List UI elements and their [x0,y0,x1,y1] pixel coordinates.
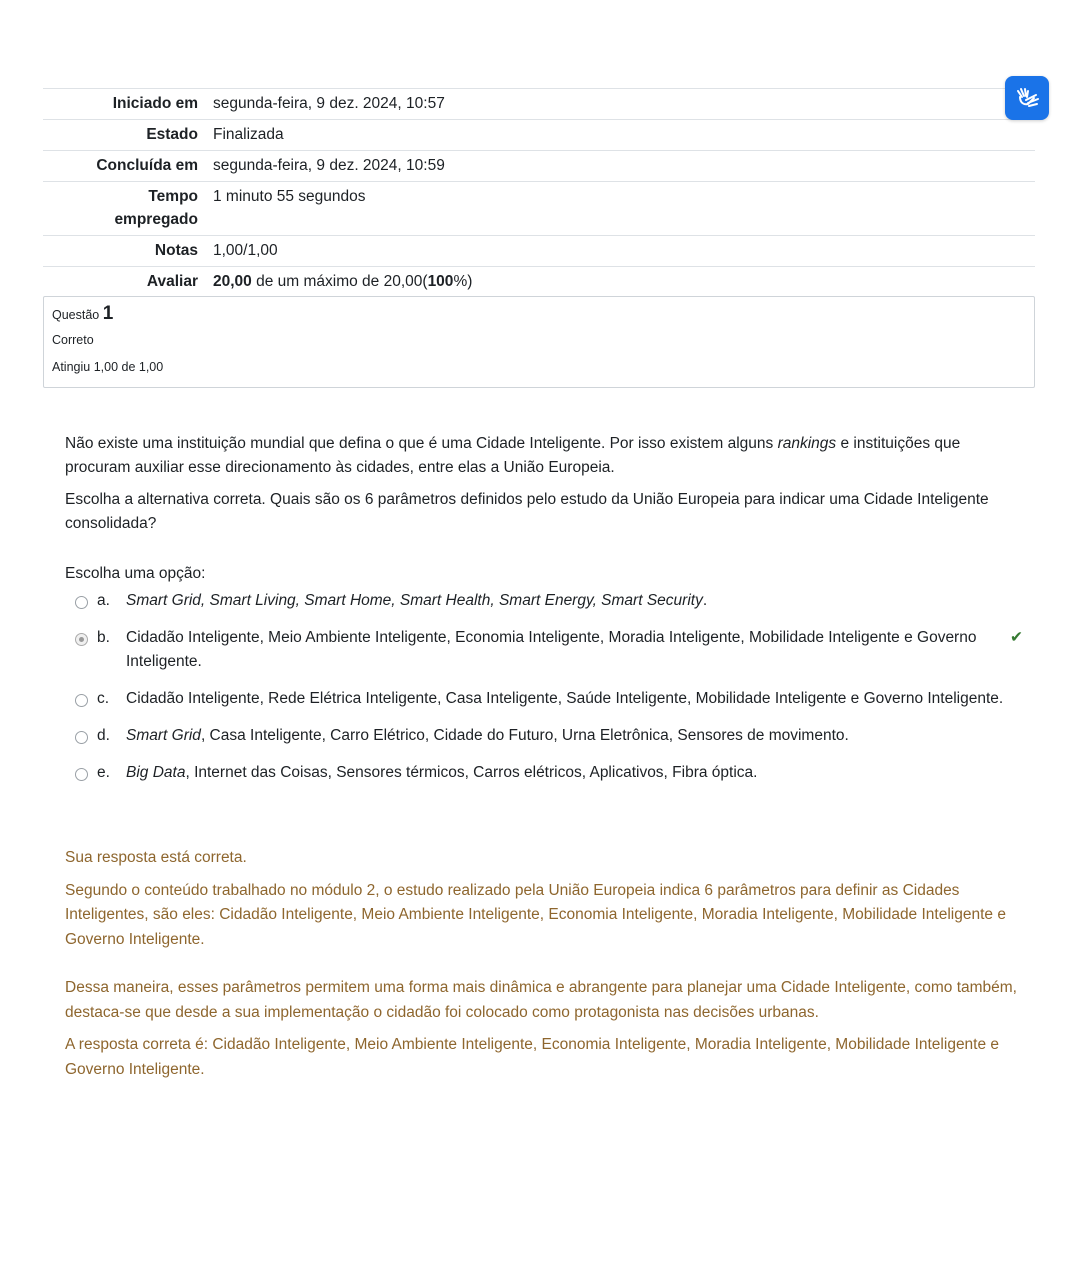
radio-e[interactable] [75,768,88,781]
time-label [43,185,213,231]
option-b[interactable] [73,626,1023,674]
grade-end: %) [453,273,473,290]
option-emphasis: Smart Grid [126,727,201,744]
option-rest: , Internet das Coisas, Sensores térmicos, Carros elétricos, Aplicativos, Fibra óptica. [185,764,758,781]
option-rest: Cidadão Inteligente, Rede Elétrica Inteligente, Casa Inteligente, Saúde Inteligente, Mobilidade Inteligente e Governo Inteligente. [126,690,1004,707]
para1-end: e instituições que procuram auxiliar esse direcionamento às cidades, entre elas a União Europeia. [65,435,961,476]
question-paragraph-1 [65,432,1015,480]
summary-row-completed [43,150,1035,181]
started-value: segunda-feira, 9 dez. 2024, 10:57 [213,95,445,112]
state-label: Estado [146,126,198,143]
option-letter: b. [97,629,110,646]
summary-row-state [43,119,1035,150]
grade-label: Avaliar [146,273,198,290]
option-emphasis: Big Data [126,764,186,781]
option-text [126,589,1023,613]
marks-value: 1,00/1,00 [213,242,278,259]
option-emphasis: Smart Grid, Smart Living, Smart Home, Smart Health, Smart Energy, Smart Security [126,592,703,609]
option-e[interactable] [73,761,1023,785]
para1-emphasis: rankings [777,435,837,452]
question-state: Correto [52,333,94,347]
feedback-section [65,846,1020,1090]
option-text [126,761,1023,785]
summary-row-time [43,181,1035,235]
option-rest: , Casa Inteligente, Carro Elétrico, Cidade do Futuro, Urna Eletrônica, Sensores de movimento. [200,727,849,744]
choose-prompt: Escolha uma opção: [65,565,206,582]
question-number [52,303,1026,326]
feedback-result: Sua resposta está correta. [65,849,247,866]
time-label-line1: Tempo [148,188,198,205]
option-text [126,626,1023,674]
option-rest: . [702,592,708,609]
time-value: 1 minuto 55 segundos [213,188,366,205]
completed-value: segunda-feira, 9 dez. 2024, 10:59 [213,157,445,174]
quiz-summary-table [43,88,1035,297]
radio-c[interactable] [75,694,88,707]
grade-mid: de um máximo de 20,00( [251,273,428,290]
started-label: Iniciado em [112,95,198,112]
radio-b[interactable] [75,633,88,646]
option-letter: a. [97,592,110,609]
question-grade: Atingiu 1,00 de 1,00 [52,360,164,374]
option-letter: c. [97,690,110,707]
option-letter: d. [97,727,110,744]
radio-a[interactable] [75,596,88,609]
summary-row-started [43,88,1035,119]
feedback-paragraph-2: Dessa maneira, esses parâmetros permitem uma forma mais dinâmica e abrangente para planejar uma Cidade Inteligente, como também, destaca-se que desde a sua implementação o cidadão foi colocado como protagonista nas decisões urbanas. [65,979,1017,1021]
option-rest: Cidadão Inteligente, Meio Ambiente Inteligente, Economia Inteligente, Moradia Inteligente, Mobilidade Inteligente e Governo Inteligente. [126,629,977,670]
radio-d[interactable] [75,731,88,744]
feedback-gap [65,960,1020,976]
accessibility-button[interactable] [1005,76,1049,120]
feedback-paragraph-1: Segundo o conteúdo trabalhado no módulo 2, o estudo realizado pela União Europeia indica 6 parâmetros para definir as Cidades Inteligentes, são eles: Cidadão Inteligente, Meio Ambiente Inteligente, Economia Inteligente, Moradia Inteligente, Mobilidade Inteligente e Governo Inteligente. [65,881,1006,948]
grade-value [213,270,1035,293]
time-label-line2: empregado [114,211,198,228]
grade-score: 20,00 [213,273,252,290]
question-info-box [43,296,1035,388]
state-value: Finalizada [213,126,284,143]
option-letter: e. [97,764,110,781]
question-text [65,432,1015,544]
option-text [126,724,1023,748]
completed-label: Concluída em [96,157,198,174]
option-a[interactable] [73,589,1023,613]
para1-start: Não existe uma instituição mundial que defina o que é uma Cidade Inteligente. Por isso existem alguns [65,435,778,452]
option-d[interactable] [73,724,1023,748]
correct-check-icon: ✔ [1010,629,1023,646]
question-paragraph-2: Escolha a alternativa correta. Quais são os 6 parâmetros definidos pelo estudo da União Europeia para indicar uma Cidade Inteligente consolidada? [65,491,989,532]
question-number-value: 1 [102,303,114,324]
summary-row-grade [43,266,1035,297]
question-prefix: Questão [52,308,100,322]
sign-language-icon [1012,83,1042,113]
answer-options [73,589,1023,798]
grade-percent: 100 [427,273,454,290]
marks-label: Notas [154,242,198,259]
summary-row-marks [43,235,1035,266]
feedback-correct-answer: A resposta correta é: Cidadão Inteligente, Meio Ambiente Inteligente, Economia Inteligente, Moradia Inteligente, Mobilidade Inteligente e Governo Inteligente. [65,1036,1000,1078]
option-text [126,687,1023,711]
option-c[interactable] [73,687,1023,711]
